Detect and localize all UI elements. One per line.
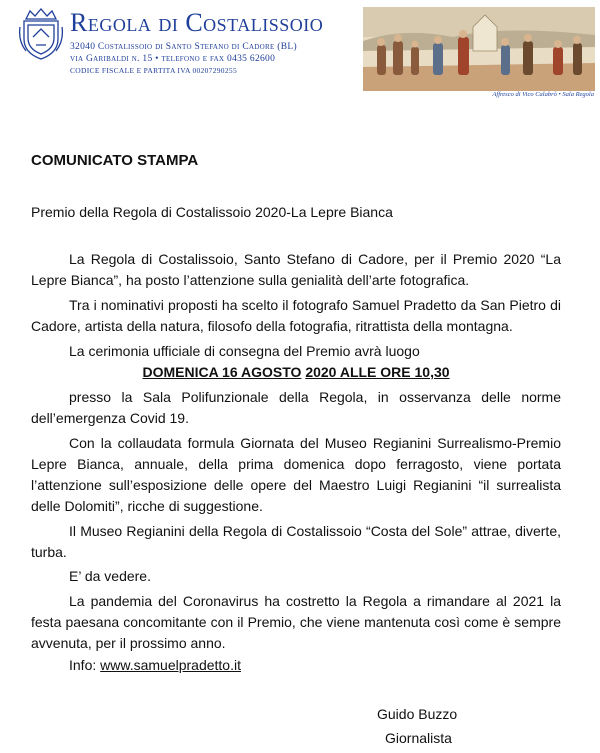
signature-role: Giornalista: [385, 730, 452, 746]
ceremony-date: [31, 364, 561, 380]
website-link[interactable]: www.samuelpradetto.it: [100, 657, 241, 673]
info-line: [69, 657, 241, 673]
signature-name: Guido Buzzo: [377, 706, 458, 722]
document-subject: Premio della Regola di Costalissoio 2020-La Lepre Bianca: [31, 204, 393, 220]
paragraph-must-see: E’ da vedere.: [69, 568, 151, 584]
paragraph-museum-day: Con la collaudata formula Giornata del Museo Regianini Surrealismo-Premio Lepre Bianca, annuale, della prima domenica dopo ferragosto, viene portata l’attenzione sull’esposizione delle opere del Maestro Luigi Regianini “il surrealista delle Dolomiti”, ricche di suggestione.: [31, 435, 561, 514]
ceremony-day: DOMENICA 16 AGOSTO: [142, 364, 302, 380]
fresco-painting: [363, 7, 595, 91]
fresco-caption: Affresco di Vico Calabrò • Sala Regola: [492, 91, 594, 98]
organization-name: Regola di Costalissoio: [70, 8, 324, 37]
municipal-crest-icon: [18, 7, 64, 61]
address-line-1: 32040 Costalissoio di Santo Stefano di Cadore (BL): [70, 42, 297, 52]
tax-id-line: CODICE FISCALE E PARTITA IVA 00207290255: [70, 66, 238, 75]
paragraph-venue: presso la Sala Polifunzionale della Regola, in osservanza delle norme dell’emergenza Covid 19.: [31, 389, 561, 426]
ceremony-time: 2020 ALLE ORE 10,30: [305, 364, 450, 380]
paragraph-ceremony: La cerimonia ufficiale di consegna del Premio avrà luogo: [69, 343, 420, 359]
paragraph-pandemic: La pandemia del Coronavirus ha costretto la Regola a rimandare al 2021 la festa paesana concomitante con il Premio, che viene mantenuta così come è sempre avvenuta, per il prossimo anno.: [31, 593, 561, 651]
paragraph-award-intro: La Regola di Costalissoio, Santo Stefano di Cadore, per il Premio 2020 “La Lepre Bianca”, ha posto l’attenzione sulla genialità dell’arte fotografica.: [31, 251, 561, 288]
address-line-2: via Garibaldi n. 15 • telefono e fax 0435 62600: [70, 54, 276, 64]
paragraph-museum: Il Museo Regianini della Regola di Costalissoio “Costa del Sole” attrae, diverte, turba.: [31, 523, 561, 560]
paragraph-photographer: Tra i nominativi proposti ha scelto il fotografo Samuel Pradetto da San Pietro di Cadore, artista della natura, filosofo della fotografia, ritrattista della montagna.: [31, 297, 561, 334]
document-title: COMUNICATO STAMPA: [31, 152, 199, 169]
info-label: Info:: [69, 657, 97, 673]
